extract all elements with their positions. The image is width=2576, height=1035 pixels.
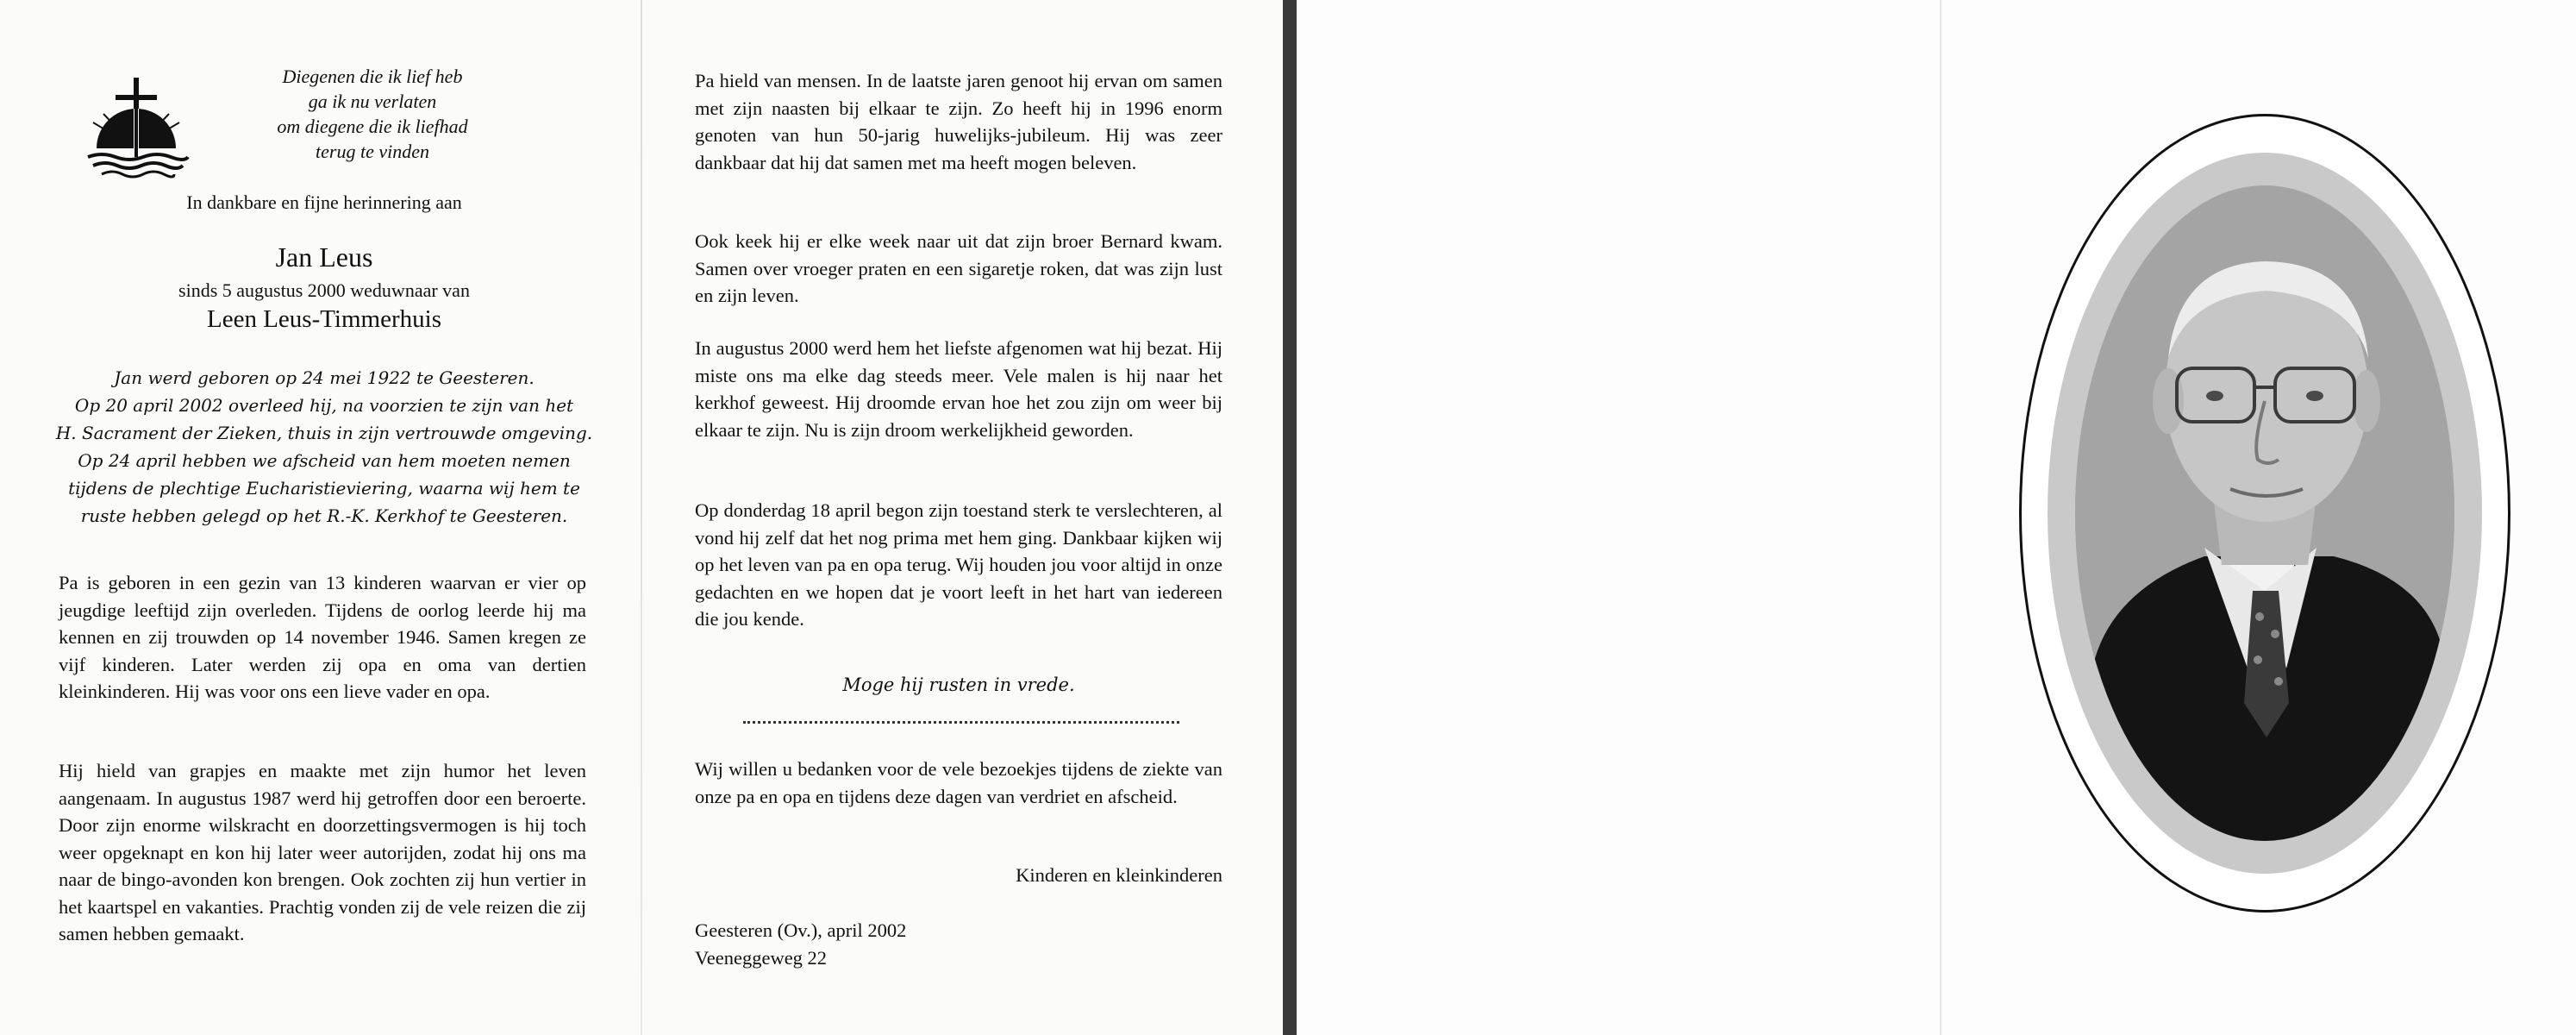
signature-line: Kinderen en kleinkinderen: [1016, 864, 1222, 886]
cross-over-waves-icon: [84, 74, 191, 183]
page-fold: [641, 0, 642, 1035]
divider: [743, 721, 1179, 724]
photo-oval-frame: [2019, 114, 2510, 913]
portrait-photo: [2075, 185, 2454, 841]
life-fact-line: Op 24 april hebben we afscheid van hem moeten nemen: [78, 450, 571, 471]
poem-line: om diegene die ik liefhad: [277, 116, 468, 137]
portrait-figure: [2075, 185, 2454, 841]
opening-poem: [243, 64, 502, 164]
poem-line: Diegenen die ik lief heb: [282, 66, 463, 87]
life-fact-line: ruste hebben gelegd op het R.-K. Kerkhof te Geesteren.: [80, 505, 568, 526]
biography-paragraph: Pa is geboren in een gezin van 13 kinderen waarvan er vier op jeugdige leeftijd zijn overleden. Tijdens de oorlog leerde hij ma kennen en zij trouwden op 14 november 1946. Samen kregen ze vijf kinderen. Later werden zij opa en oma van dertien kleinkinderen. Hij was voor ons een lieve vader en opa.: [59, 572, 586, 702]
biography-paragraph: In augustus 2000 werd hem het liefste afgenomen wat hij bezat. Hij miste ons ma elke dag steeds meer. Vele malen is hij naar het kerkhof geweest. Hij droomde ervan hoe het zou zijn om weer bij elkaar te zijn. Nu is zijn droom werkelijkheid geworden.: [695, 337, 1222, 441]
deceased-name: Jan Leus: [275, 242, 373, 273]
address-line: Veeneggeweg 22: [695, 947, 828, 969]
life-fact-line: Jan werd geboren op 24 mei 1922 te Geesteren.: [114, 367, 535, 388]
poem-line: ga ik nu verlaten: [308, 91, 437, 112]
intro-line: In dankbare en fijne herinnering aan: [186, 191, 462, 213]
biography-paragraph: Op donderdag 18 april begon zijn toestand sterk te verslechteren, al vond hij zelf dat het nog prima met hem ging. Dankbaar kijken wij op het leven van pa en opa terug. Wij houden jou voor altijd in onze gedachten en we hopen dat je voort leeft in het hart van iedereen die jou kende.: [695, 499, 1222, 630]
place-date-line: Geesteren (Ov.), april 2002: [695, 919, 907, 941]
page-fold: [1940, 0, 1941, 1035]
life-facts: [34, 364, 614, 530]
memorial-card-outside: [1297, 0, 2576, 1035]
thanks-paragraph: Wij willen u bedanken voor de vele bezoekjes tijdens de ziekte van onze pa en opa en tijdens deze dagen van verdriet en afscheid.: [695, 758, 1222, 807]
life-fact-line: Op 20 april 2002 overleed hij, na voorzien te zijn van het: [74, 395, 574, 416]
biography-paragraph: Pa hield van mensen. In de laatste jaren genoot hij ervan om samen met zijn naasten bij elkaar te zijn. Zo heeft hij in 1996 enorm genoten van hun 50-jarig huwelijks-jubileum. Hij was zeer dankbaar dat hij dat samen met ma heeft mogen beleven.: [695, 70, 1222, 173]
biography-paragraph: Ook keek hij er elke week naar uit dat zijn broer Bernard kwam. Samen over vroeger praten en een sigaretje roken, dat was zijn lust en zijn leven.: [695, 230, 1222, 306]
memorial-card-inside: [0, 0, 1283, 1035]
life-fact-line: tijdens de plechtige Eucharistieviering, waarna wij hem te: [68, 478, 580, 499]
rest-in-peace-line: Moge hij rusten in vrede.: [842, 674, 1075, 695]
poem-line: terug te vinden: [316, 141, 429, 162]
life-fact-line: H. Sacrament der Zieken, thuis in zijn vertrouwde omgeving.: [55, 423, 593, 443]
biography-paragraph: Hij hield van grapjes en maakte met zijn humor het leven aangenaam. In augustus 1987 werd hij getroffen door een beroerte. Door zijn enorme wilskracht en doorzettingsvermogen is hij toch weer opgeknapt en kon hij later weer autorijden, zodat hij ons ma naar de bingo-avonden kon brengen. Ook zochten zij hun vertier in het kaartspel en vakanties. Prachtig vonden zij de vele reizen die zij samen hebben gemaakt.: [59, 760, 586, 944]
widower-line: sinds 5 augustus 2000 weduwnaar van: [178, 279, 470, 301]
spouse-name: Leen Leus-Timmerhuis: [207, 305, 441, 333]
